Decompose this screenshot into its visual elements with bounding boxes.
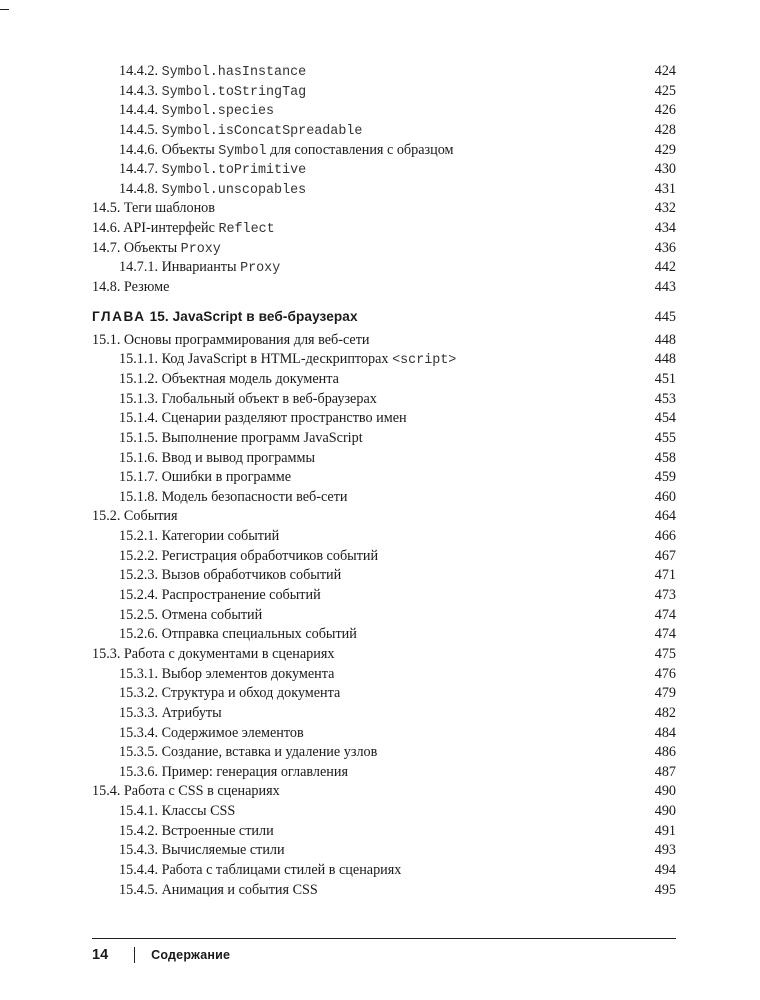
toc-entry[interactable] — [92, 370, 676, 390]
toc-entry-text: Анимация и события CSS — [161, 881, 318, 898]
toc-entry-number: 15.3.3. — [119, 704, 159, 721]
toc-entry-title — [119, 763, 348, 783]
toc-entry-number: 15.3.4. — [119, 724, 159, 741]
toc-entry-title — [119, 665, 334, 685]
toc-entry-text: Основы программирования для веб-сети — [123, 331, 370, 348]
toc-entry-title — [119, 449, 315, 469]
toc-entry[interactable] — [92, 763, 676, 783]
toc-entry-number: 14.4.6. — [119, 141, 159, 158]
toc-entry-page-number: 464 — [654, 508, 676, 525]
toc-entry-title — [119, 488, 348, 508]
toc-entry[interactable] — [92, 704, 676, 724]
toc-entry[interactable] — [92, 258, 676, 278]
toc-entry-title — [119, 180, 306, 201]
toc-entry[interactable] — [92, 782, 676, 802]
toc-entry-text: Модель безопасности веб-сети — [161, 488, 348, 505]
toc-entry[interactable] — [92, 566, 676, 586]
toc-entry[interactable] — [92, 429, 676, 449]
toc-entry[interactable] — [92, 665, 676, 685]
toc-entry-number: 15.4.3. — [119, 842, 159, 859]
toc-entry-text: Вызов обработчиков событий — [161, 567, 342, 584]
toc-entry-text: Ошибки в программе — [161, 469, 292, 486]
toc-entry-title — [119, 881, 318, 901]
toc-entry-number: 15.1.3. — [119, 390, 159, 407]
toc-entry-page-number: 425 — [654, 82, 676, 99]
toc-entry-code: <script> — [392, 353, 457, 369]
toc-entry-code: Proxy — [180, 241, 221, 257]
toc-entry-number: 14.4.3. — [119, 82, 159, 99]
toc-entry-page-number: 466 — [654, 528, 676, 545]
toc-entry-text: Объекты — [161, 141, 215, 158]
toc-entry-title — [119, 841, 285, 861]
toc-entry[interactable] — [92, 645, 676, 665]
toc-entry-page-number: 490 — [654, 783, 676, 800]
footer-separator — [134, 947, 135, 963]
toc-entry-page-number: 460 — [654, 488, 676, 505]
toc-entry[interactable] — [92, 841, 676, 861]
toc-entry-number: 15.1.1. — [119, 351, 159, 368]
toc-entry-number: 15.4.4. — [119, 861, 159, 878]
footer-rule — [92, 938, 676, 939]
toc-entry[interactable] — [92, 468, 676, 488]
chapter-label: ГЛАВА — [92, 308, 146, 324]
toc-entry-text: Создание, вставка и удаление узлов — [161, 744, 378, 761]
toc-entry[interactable] — [92, 881, 676, 901]
toc-entry-title — [119, 121, 362, 142]
toc-entries-top — [92, 62, 676, 298]
toc-entry-page-number: 490 — [654, 803, 676, 820]
toc-entry-text: Код JavaScript в HTML-дескрипторах — [161, 351, 389, 368]
toc-entry[interactable] — [92, 409, 676, 429]
toc-entry[interactable] — [92, 390, 676, 410]
toc-entry-page-number: 467 — [654, 547, 676, 564]
toc-entry-page-number: 471 — [654, 567, 676, 584]
toc-entry-page-number: 474 — [654, 606, 676, 623]
chapter-title — [92, 307, 358, 327]
toc-entry-page-number: 458 — [654, 449, 676, 466]
toc-entry-title — [119, 468, 291, 488]
toc-entry-text: Резюме — [123, 279, 170, 296]
toc-entry-number: 15.3.6. — [119, 763, 159, 780]
toc-entry-number: 15.1.2. — [119, 370, 159, 387]
toc-entry-number: 14.4.5. — [119, 121, 159, 138]
toc-entry-title — [119, 527, 279, 547]
toc-entry[interactable] — [92, 449, 676, 469]
toc-entry[interactable] — [92, 547, 676, 567]
toc-entry-page-number: 442 — [654, 259, 676, 276]
toc-entry-text: Отмена событий — [161, 606, 263, 623]
toc-entry-text: Теги шаблонов — [123, 200, 215, 217]
toc-entry-number: 15.1.6. — [119, 449, 159, 466]
toc-entry-number: 15.2. — [92, 508, 121, 525]
toc-entry-title — [92, 331, 370, 351]
toc-entry-page-number: 495 — [654, 881, 676, 898]
toc-entry-text: Отправка специальных событий — [161, 626, 357, 643]
toc-entry-page-number: 475 — [654, 645, 676, 662]
toc-entry-page-number: 486 — [654, 744, 676, 761]
toc-entry-page-number: 494 — [654, 861, 676, 878]
toc-entry-number: 15.3. — [92, 645, 121, 662]
toc-entry-number: 15.2.4. — [119, 587, 159, 604]
toc-entry-page-number: 429 — [654, 141, 676, 158]
toc-entry-title — [119, 743, 377, 763]
toc-entry-number: 15.4.2. — [119, 822, 159, 839]
toc-entry-title — [92, 219, 275, 240]
toc-entry-page-number: 434 — [654, 220, 676, 237]
toc-entry-title — [119, 62, 306, 83]
toc-entry-number: 15.3.1. — [119, 665, 159, 682]
toc-entry-title — [119, 409, 407, 429]
toc-entry-text-after: для сопоставления с образцом — [270, 141, 454, 158]
toc-entry[interactable] — [92, 625, 676, 645]
toc-entry-page-number: 491 — [654, 822, 676, 839]
toc-entry-title — [92, 239, 221, 260]
toc-entry-text: Инварианты — [161, 259, 237, 276]
toc-entry-code: Symbol.unscopables — [161, 182, 307, 198]
toc-entry-code: Symbol.hasInstance — [161, 65, 307, 80]
toc-entry-page-number: 474 — [654, 626, 676, 643]
footer-section-name: Содержание — [151, 948, 231, 962]
toc-entry-page-number: 443 — [654, 279, 676, 296]
toc-entry-page-number: 453 — [654, 390, 676, 407]
toc-entry-title — [119, 606, 262, 626]
toc-entry[interactable] — [92, 160, 676, 180]
toc-entry-page-number: 454 — [654, 410, 676, 427]
toc-entry-number: 15.1.7. — [119, 469, 159, 486]
toc-entry-number: 15.1.4. — [119, 410, 159, 427]
toc-entry-text: Распространение событий — [161, 587, 321, 604]
toc-entry[interactable] — [92, 507, 676, 527]
toc-entry[interactable] — [92, 350, 676, 370]
toc-entry[interactable] — [92, 278, 676, 298]
toc-entry-text: События — [123, 508, 178, 525]
toc-entry-page-number: 455 — [654, 429, 676, 446]
toc-entry-title — [119, 586, 321, 606]
toc-entry[interactable] — [92, 82, 676, 102]
toc-entry-text: Классы CSS — [161, 803, 236, 820]
toc-entry-text: Выбор элементов документа — [161, 665, 335, 682]
footer-page-number: 14 — [92, 947, 109, 963]
toc-entries-bottom — [92, 331, 676, 901]
toc-entry[interactable] — [92, 822, 676, 842]
toc-entry-title — [119, 350, 456, 371]
toc-entry[interactable] — [92, 606, 676, 626]
toc-entry-number: 15.1. — [92, 331, 121, 348]
toc-entry[interactable] — [92, 527, 676, 547]
toc-entry-page-number: 426 — [654, 102, 676, 119]
chapter-name: 15. JavaScript в веб-браузерах — [149, 308, 358, 324]
toc-entry-title — [119, 141, 454, 162]
toc-entry-text: API-интерфейс — [123, 220, 215, 237]
toc-entry-number: 14.7.1. — [119, 259, 159, 276]
toc-entry[interactable] — [92, 684, 676, 704]
toc-entry-number: 14.7. — [92, 239, 121, 256]
chapter-page-number: 445 — [654, 308, 676, 325]
toc-entry[interactable] — [92, 121, 676, 141]
toc-entry-title — [92, 199, 215, 219]
toc-entry-text: Атрибуты — [161, 704, 222, 721]
toc-entry-title — [119, 822, 274, 842]
toc-entry-number: 15.1.8. — [119, 488, 159, 505]
toc-entry-text: Работа с документами в сценариях — [123, 645, 335, 662]
toc-entry-page-number: 487 — [654, 763, 676, 780]
toc-entry-text: Выполнение программ JavaScript — [161, 429, 363, 446]
toc-entry-title — [92, 507, 178, 527]
toc-entry-page-number: 436 — [654, 239, 676, 256]
toc-entry-text: Содержимое элементов — [161, 724, 304, 741]
toc-entry-text: Глобальный объект в веб-браузерах — [161, 390, 377, 407]
toc-entry-page-number: 493 — [654, 842, 676, 859]
corner-mark — [0, 9, 9, 10]
toc-entry-page-number: 473 — [654, 587, 676, 604]
toc-entry-text: Объектная модель документа — [161, 370, 339, 387]
toc-entry-page-number: 484 — [654, 724, 676, 741]
toc-entry-text: Вычисляемые стили — [161, 842, 285, 859]
toc-entry[interactable] — [92, 802, 676, 822]
toc-entry-title — [119, 802, 235, 822]
toc-entry-number: 15.2.1. — [119, 528, 159, 545]
toc-entry-text: Работа с таблицами стилей в сценариях — [161, 861, 402, 878]
toc-entry-number: 15.3.2. — [119, 685, 159, 702]
toc-entry-number: 14.4.4. — [119, 102, 159, 119]
toc-entry-text: Встроенные стили — [161, 822, 274, 839]
toc-entry-title — [92, 782, 280, 802]
toc-entry-number: 15.4. — [92, 783, 121, 800]
toc-entry-code: Symbol.toPrimitive — [161, 163, 307, 179]
toc-entry-page-number: 428 — [654, 121, 676, 138]
toc-entry-text: Пример: генерация оглавления — [161, 763, 348, 780]
toc-entry-title — [119, 429, 363, 449]
toc-entry-title — [119, 101, 274, 122]
toc-entry[interactable] — [92, 180, 676, 200]
toc-entry-page-number: 448 — [654, 331, 676, 348]
toc-entry-title — [92, 278, 169, 298]
toc-entry-code: Proxy — [240, 261, 281, 277]
toc-entry-code: Symbol.species — [161, 104, 275, 120]
toc-entry-number: 15.4.5. — [119, 881, 159, 898]
toc-entry-text: Объекты — [123, 239, 178, 256]
toc-entry[interactable] — [92, 724, 676, 744]
toc-entry-text: Ввод и вывод программы — [161, 449, 315, 466]
toc-entry[interactable] — [92, 101, 676, 121]
page-footer — [92, 944, 230, 966]
toc-entry-number: 14.4.2. — [119, 63, 159, 79]
toc-entry[interactable] — [92, 743, 676, 763]
toc-entry-title — [119, 704, 222, 724]
toc-entry-number: 14.6. — [92, 220, 121, 237]
toc-entry-text: Категории событий — [161, 528, 280, 545]
toc-entry-page-number: 424 — [654, 63, 676, 79]
toc-entry-title — [92, 645, 335, 665]
toc-entry[interactable] — [92, 199, 676, 219]
toc-entry-page-number: 430 — [654, 161, 676, 178]
toc-entry[interactable] — [92, 219, 676, 239]
toc-entry-title — [119, 684, 340, 704]
toc-entry-page-number: 482 — [654, 704, 676, 721]
toc-entry-number: 14.8. — [92, 279, 121, 296]
toc-entry-title — [119, 82, 306, 103]
toc-entry-page-number: 451 — [654, 370, 676, 387]
toc-entry-number: 15.2.6. — [119, 626, 159, 643]
toc-entry-page-number: 479 — [654, 685, 676, 702]
toc-entry-title — [119, 625, 357, 645]
toc-entry[interactable] — [92, 141, 676, 161]
toc-entry-page-number: 432 — [654, 200, 676, 217]
toc-entry-page-number: 476 — [654, 665, 676, 682]
toc-entry-title — [119, 160, 306, 181]
toc-entry-page-number: 459 — [654, 469, 676, 486]
toc-entry-page-number: 431 — [654, 180, 676, 197]
toc-entry-title — [119, 370, 339, 390]
toc-entry-number: 15.2.2. — [119, 547, 159, 564]
toc-entry-number: 15.2.5. — [119, 606, 159, 623]
toc-entry-title — [119, 861, 401, 881]
toc-entry[interactable] — [92, 488, 676, 508]
toc-entry[interactable] — [92, 861, 676, 881]
toc-entry-number: 14.5. — [92, 200, 121, 217]
toc-entry[interactable] — [92, 62, 676, 82]
toc-entry-code: Symbol — [218, 143, 267, 159]
toc-entry-number: 15.2.3. — [119, 567, 159, 584]
toc-entry-page-number: 448 — [654, 351, 676, 368]
toc-entry[interactable] — [92, 239, 676, 259]
toc-entry[interactable] — [92, 586, 676, 606]
toc-entry-number: 15.1.5. — [119, 429, 159, 446]
toc-entry-text: Структура и обход документа — [161, 685, 341, 702]
toc-entry-title — [119, 258, 280, 279]
toc-entry[interactable] — [92, 331, 676, 351]
toc-entry-number: 15.4.1. — [119, 803, 159, 820]
toc-entry-title — [119, 390, 377, 410]
toc-entry-text: Работа с CSS в сценариях — [123, 783, 280, 800]
toc-entry-text: Сценарии разделяют пространство имен — [161, 410, 407, 427]
toc-entry-number: 14.4.8. — [119, 180, 159, 197]
toc-entry-text: Регистрация обработчиков событий — [161, 547, 379, 564]
toc-entry-title — [119, 547, 378, 567]
toc-entry-code: Symbol.isConcatSpreadable — [161, 123, 363, 139]
chapter-heading[interactable] — [92, 307, 676, 327]
toc-entry-number: 14.4.7. — [119, 161, 159, 178]
table-of-contents — [92, 62, 676, 900]
toc-entry-number: 15.3.5. — [119, 744, 159, 761]
toc-entry-code: Symbol.toStringTag — [161, 84, 307, 100]
toc-entry-title — [119, 566, 341, 586]
toc-entry-title — [119, 724, 304, 744]
toc-entry-code: Reflect — [218, 222, 275, 238]
